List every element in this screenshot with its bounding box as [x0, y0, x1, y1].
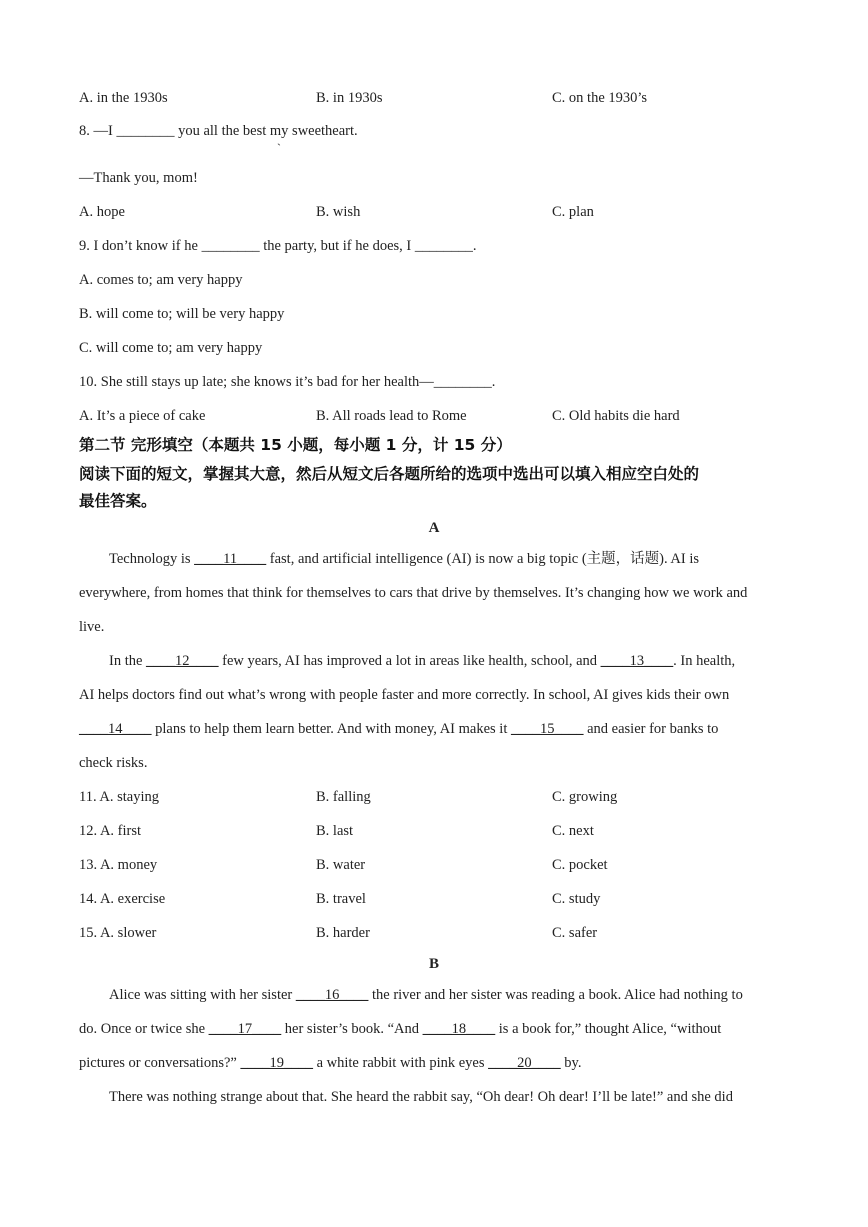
q10-option-a: A. It’s a piece of cake — [79, 408, 206, 424]
passage-a-line: AI helps doctors find out what’s wrong with people faster and more correctly. In school, AI gives kids their own — [79, 687, 730, 703]
passage-a-line — [109, 549, 819, 569]
q14-option-a: 14. A. exercise — [79, 891, 166, 907]
q9-option-a: A. comes to; am very happy — [79, 272, 243, 288]
passage-a-line: live. — [79, 619, 105, 635]
text: by. — [560, 1055, 582, 1071]
q7-option-b: B. in 1930s — [316, 90, 383, 106]
q8-option-b: B. wish — [316, 204, 361, 220]
blank-12: ____12____ — [146, 653, 219, 669]
text: plans to help them learn better. And with money, AI makes it — [151, 721, 511, 737]
passage-a-label: A — [428, 520, 440, 536]
q12-option-a: 12. A. first — [79, 823, 142, 839]
passage-b-line — [79, 1019, 789, 1039]
q13-option-a: 13. A. money — [79, 857, 158, 873]
blank-16: ____16____ — [295, 987, 369, 1003]
q8-option-c: C. plan — [552, 204, 594, 220]
q8-stem: 8. —I ________ you all the best my sweetheart. — [79, 123, 358, 139]
text: pictures or conversations?” — [79, 1055, 241, 1071]
q7-option-a: A. in the 1930s — [79, 90, 168, 106]
section-instructions-line2: 最佳答案。 — [79, 492, 157, 510]
text: few years, AI has improved a lot in areas like health, school, and — [218, 653, 601, 669]
q15-option-c: C. safer — [552, 925, 598, 941]
text: fast, and artificial intelligence (AI) is now a big topic (主题，话题). AI is — [266, 551, 700, 567]
q11-option-a: 11. A. staying — [79, 789, 160, 805]
q14-option-b: B. travel — [316, 891, 366, 907]
q10-stem: 10. She still stays up late; she knows it’s bad for her health—________. — [79, 374, 496, 390]
section-instructions-line1: 阅读下面的短文，掌握其大意，然后从短文后各题所给的选项中选出可以填入相应空白处的 — [79, 465, 700, 483]
passage-b-line — [109, 985, 819, 1005]
passage-a-line: check risks. — [79, 755, 148, 771]
text: do. Once or twice she — [79, 1021, 209, 1037]
q15-option-a: 15. A. slower — [79, 925, 157, 941]
q10-option-c: C. Old habits die hard — [552, 408, 680, 424]
passage-b-label: B — [428, 956, 439, 972]
blank-17: ____17____ — [208, 1021, 282, 1037]
q14-option-c: C. study — [552, 891, 601, 907]
text: Alice was sitting with her sister — [109, 987, 296, 1003]
q8-option-a: A. hope — [79, 204, 125, 220]
blank-15: ____15____ — [510, 721, 584, 737]
text: the river and her sister was reading a book. Alice had nothing to — [368, 987, 743, 1003]
passage-a-line: everywhere, from homes that think for themselves to cars that drive by themselves. It’s changing how we work and — [79, 585, 748, 601]
text: and easier for banks to — [583, 721, 719, 737]
blank-13: ____13____ — [600, 653, 674, 669]
passage-b-line: There was nothing strange about that. She heard the rabbit say, “Oh dear! Oh dear! I’ll be late!” and she did — [109, 1089, 733, 1105]
text: a white rabbit with pink eyes — [312, 1055, 489, 1071]
q7-option-c: C. on the 1930’s — [552, 90, 648, 106]
blank-11: ____11____ — [194, 551, 267, 567]
q12-option-b: B. last — [316, 823, 354, 839]
q10-option-b: B. All roads lead to Rome — [316, 408, 467, 424]
q11-option-b: B. falling — [316, 789, 371, 805]
blank-20: ____20____ — [488, 1055, 561, 1071]
q15-option-b: B. harder — [316, 925, 370, 941]
stray-mark: ˋ — [277, 141, 281, 155]
q11-option-c: C. growing — [552, 789, 618, 805]
q8-reply: —Thank you, mom! — [79, 170, 198, 186]
q13-option-c: C. pocket — [552, 857, 608, 873]
text: Technology is — [109, 551, 195, 567]
text: her sister’s book. “And — [281, 1021, 423, 1037]
q9-stem: 9. I don’t know if he ________ the party, but if he does, I ________. — [79, 238, 477, 254]
section-title: 第二节 完形填空（本题共 15 小题，每小题 1 分，计 15 分） — [79, 436, 512, 454]
passage-a-line — [109, 651, 819, 671]
text: is a book for,” thought Alice, “without — [495, 1021, 722, 1037]
q9-option-c: C. will come to; am very happy — [79, 340, 263, 356]
blank-14: ____14____ — [79, 721, 152, 737]
text: In the — [109, 653, 147, 669]
passage-b-line — [79, 1053, 789, 1073]
q12-option-c: C. next — [552, 823, 594, 839]
q9-option-b: B. will come to; will be very happy — [79, 306, 285, 322]
blank-19: ____19____ — [240, 1055, 313, 1071]
blank-18: ____18____ — [422, 1021, 496, 1037]
passage-a-line — [79, 719, 789, 739]
text: . In health, — [673, 653, 736, 669]
q13-option-b: B. water — [316, 857, 366, 873]
